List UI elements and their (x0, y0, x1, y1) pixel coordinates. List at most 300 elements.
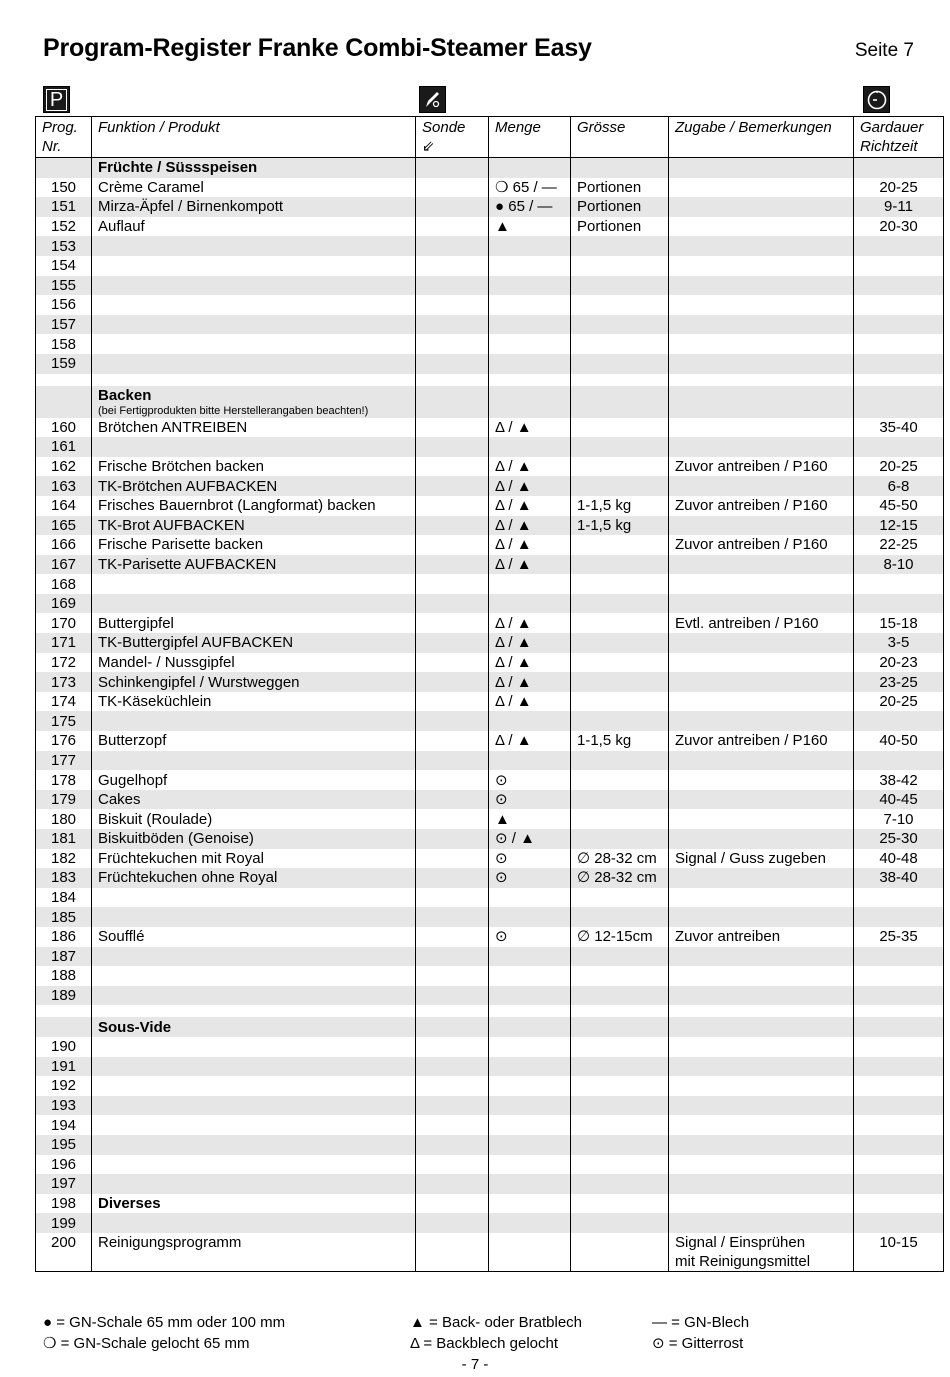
zugabe-cell (669, 1115, 854, 1135)
produkt-cell (92, 374, 416, 386)
groesse-cell: Portionen (571, 197, 669, 217)
prog-nr-cell: 163 (36, 476, 92, 496)
product-name: Früchtekuchen mit Royal (98, 849, 264, 867)
table-row (36, 315, 944, 335)
table-row (36, 1005, 944, 1017)
zeit-cell (854, 276, 944, 296)
zugabe-cell (669, 315, 854, 335)
product-name: Cakes (98, 791, 141, 809)
sonde-cell (416, 178, 489, 198)
zugabe-cell: Zuvor antreiben / P160 (669, 457, 854, 477)
produkt-cell (92, 1096, 416, 1116)
table-row (36, 613, 944, 633)
zugabe-cell (669, 386, 854, 418)
groesse-cell (571, 374, 669, 386)
menge-cell (489, 966, 571, 986)
prog-nr-cell: 153 (36, 236, 92, 256)
prog-nr-cell: 173 (36, 672, 92, 692)
produkt-cell (92, 496, 416, 516)
groesse-cell (571, 888, 669, 908)
zugabe-cell (669, 1017, 854, 1037)
sonde-cell (416, 1135, 489, 1155)
groesse-cell: ∅ 28-32 cm (571, 849, 669, 869)
table-row (36, 256, 944, 276)
page-title: Program-Register Franke Combi-Steamer Easy (43, 34, 592, 62)
legend-item: ❍ = GN-Schale gelocht 65 mm (43, 1335, 250, 1352)
groesse-cell (571, 1115, 669, 1135)
groesse-cell (571, 276, 669, 296)
groesse-cell (571, 574, 669, 594)
zugabe-cell (669, 334, 854, 354)
produkt-cell (92, 653, 416, 673)
zeit-cell: 20-25 (854, 457, 944, 477)
groesse-cell (571, 1174, 669, 1194)
produkt-cell (92, 256, 416, 276)
groesse-cell (571, 535, 669, 555)
produkt-cell (92, 986, 416, 1006)
header-zugabe: Zugabe / Bemerkungen (669, 117, 854, 158)
table-row (36, 457, 944, 477)
zugabe-cell (669, 672, 854, 692)
zugabe-cell (669, 256, 854, 276)
prog-nr-cell (36, 386, 92, 418)
table-row (36, 829, 944, 849)
legend-item: ● = GN-Schale 65 mm oder 100 mm (43, 1314, 286, 1331)
zugabe-cell (669, 692, 854, 712)
zugabe-cell (669, 418, 854, 438)
produkt-cell (92, 178, 416, 198)
zugabe-cell (669, 178, 854, 198)
menge-cell (489, 1155, 571, 1175)
zugabe-line: Signal / Einsprühen (675, 1233, 806, 1251)
menge-cell (489, 334, 571, 354)
zugabe-cell (669, 751, 854, 771)
menge-cell: ▲ (489, 809, 571, 829)
zugabe-cell (669, 868, 854, 888)
prog-nr-cell: 161 (36, 437, 92, 457)
zugabe-cell (669, 653, 854, 673)
sonde-cell (416, 986, 489, 1006)
groesse-cell (571, 1194, 669, 1214)
zeit-cell: 25-35 (854, 927, 944, 947)
groesse-cell (571, 594, 669, 614)
sonde-cell (416, 1233, 489, 1272)
produkt-cell (92, 672, 416, 692)
zugabe-cell (669, 374, 854, 386)
zugabe-cell (669, 555, 854, 575)
sonde-cell (416, 256, 489, 276)
prog-nr-cell: 195 (36, 1135, 92, 1155)
prog-nr-cell: 172 (36, 653, 92, 673)
menge-cell (489, 888, 571, 908)
sonde-cell (416, 653, 489, 673)
zugabe-cell (669, 1213, 854, 1233)
produkt-cell (92, 418, 416, 438)
zugabe-cell (669, 217, 854, 237)
product-name: Mandel- / Nussgipfel (98, 653, 235, 671)
table-row (36, 158, 944, 178)
table-row (36, 1096, 944, 1116)
prog-nr-cell: 192 (36, 1076, 92, 1096)
sonde-cell (416, 476, 489, 496)
sonde-cell (416, 613, 489, 633)
sonde-cell (416, 516, 489, 536)
zugabe-cell (669, 158, 854, 178)
produkt-cell (92, 516, 416, 536)
zugabe-cell (669, 594, 854, 614)
menge-cell: Δ / ▲ (489, 555, 571, 575)
groesse-cell (571, 236, 669, 256)
prog-nr-cell: 187 (36, 947, 92, 967)
groesse-cell: 1-1,5 kg (571, 731, 669, 751)
prog-nr-cell: 158 (36, 334, 92, 354)
table-row (36, 731, 944, 751)
prog-nr-cell: 191 (36, 1057, 92, 1077)
table-row (36, 1213, 944, 1233)
produkt-cell (92, 947, 416, 967)
prog-nr-cell: 155 (36, 276, 92, 296)
groesse-cell (571, 770, 669, 790)
table-row (36, 236, 944, 256)
groesse-cell (571, 1213, 669, 1233)
zeit-cell (854, 751, 944, 771)
legend-column-3 (652, 1312, 749, 1354)
menge-cell (489, 594, 571, 614)
menge-cell (489, 1076, 571, 1096)
table-row (36, 653, 944, 673)
prog-nr-cell: 197 (36, 1174, 92, 1194)
prog-nr-cell: 159 (36, 354, 92, 374)
header-sonde: Sonde ⇙ (416, 117, 489, 158)
produkt-cell (92, 158, 416, 178)
table-row (36, 295, 944, 315)
zeit-cell: 20-25 (854, 692, 944, 712)
table-row (36, 888, 944, 908)
groesse-cell (571, 476, 669, 496)
produkt-cell (92, 888, 416, 908)
sonde-cell (416, 947, 489, 967)
produkt-cell (92, 574, 416, 594)
produkt-cell (92, 1017, 416, 1037)
produkt-cell (92, 315, 416, 335)
prog-nr-cell (36, 158, 92, 178)
prog-nr-cell (36, 374, 92, 386)
zeit-cell: 9-11 (854, 197, 944, 217)
groesse-cell (571, 555, 669, 575)
zeit-cell (854, 1017, 944, 1037)
table-row (36, 197, 944, 217)
zugabe-cell (669, 986, 854, 1006)
zeit-cell (854, 236, 944, 256)
prog-nr-cell: 194 (36, 1115, 92, 1135)
table-row (36, 947, 944, 967)
menge-cell (489, 1096, 571, 1116)
section-heading: Früchte / Süssspeisen (98, 159, 258, 177)
prog-nr-cell: 185 (36, 907, 92, 927)
zeit-cell (854, 354, 944, 374)
product-name: Frische Parisette backen (98, 536, 264, 554)
produkt-cell (92, 1057, 416, 1077)
zugabe-cell (669, 809, 854, 829)
menge-cell: Δ / ▲ (489, 476, 571, 496)
produkt-cell (92, 1174, 416, 1194)
menge-cell: Δ / ▲ (489, 692, 571, 712)
prog-nr-cell (36, 1005, 92, 1017)
produkt-cell (92, 1076, 416, 1096)
groesse-cell (571, 790, 669, 810)
zugabe-cell (669, 633, 854, 653)
menge-cell (489, 276, 571, 296)
sonde-cell (416, 496, 489, 516)
zeit-cell (854, 374, 944, 386)
zeit-cell: 40-48 (854, 849, 944, 869)
zeit-cell (854, 1005, 944, 1017)
prog-nr-cell: 165 (36, 516, 92, 536)
zeit-cell (854, 1155, 944, 1175)
groesse-cell (571, 437, 669, 457)
menge-cell (489, 1057, 571, 1077)
table-row (36, 594, 944, 614)
produkt-cell (92, 1213, 416, 1233)
sonde-cell (416, 633, 489, 653)
produkt-cell (92, 849, 416, 869)
zeit-cell: 40-45 (854, 790, 944, 810)
zeit-cell (854, 158, 944, 178)
sonde-cell (416, 354, 489, 374)
zeit-cell: 3-5 (854, 633, 944, 653)
produkt-cell (92, 613, 416, 633)
produkt-cell (92, 236, 416, 256)
zugabe-cell: Zuvor antreiben / P160 (669, 535, 854, 555)
sonde-cell (416, 888, 489, 908)
zugabe-cell (669, 516, 854, 536)
prog-nr-cell: 164 (36, 496, 92, 516)
produkt-cell (92, 966, 416, 986)
product-name: Biskuitböden (Genoise) (98, 830, 254, 848)
produkt-cell (92, 594, 416, 614)
zeit-cell (854, 1037, 944, 1057)
product-name: Reinigungsprogramm (98, 1233, 242, 1251)
legend-item: ▲ = Back- oder Bratblech (410, 1314, 583, 1331)
zugabe-cell (669, 574, 854, 594)
zugabe-line: mit Reinigungsmittel (675, 1252, 811, 1270)
menge-cell: ⊙ (489, 927, 571, 947)
zeit-cell (854, 1194, 944, 1214)
menge-cell (489, 1194, 571, 1214)
produkt-cell (92, 217, 416, 237)
menge-cell (489, 1213, 571, 1233)
groesse-cell (571, 315, 669, 335)
menge-cell (489, 711, 571, 731)
legend-column-2 (410, 1312, 582, 1354)
produkt-cell (92, 476, 416, 496)
prog-nr-cell: 178 (36, 770, 92, 790)
produkt-cell (92, 535, 416, 555)
sonde-cell (416, 829, 489, 849)
sonde-cell (416, 197, 489, 217)
sonde-cell (416, 555, 489, 575)
sonde-cell (416, 276, 489, 296)
product-name: TK-Brötchen AUFBACKEN (98, 477, 278, 495)
produkt-cell (92, 1037, 416, 1057)
zeit-cell (854, 1115, 944, 1135)
sonde-cell (416, 711, 489, 731)
zeit-cell: 20-30 (854, 217, 944, 237)
product-name: Gugelhopf (98, 771, 168, 789)
groesse-cell (571, 334, 669, 354)
zeit-cell: 22-25 (854, 535, 944, 555)
product-name: Früchtekuchen ohne Royal (98, 869, 278, 887)
zugabe-cell (669, 790, 854, 810)
groesse-cell: Portionen (571, 217, 669, 237)
produkt-cell (92, 437, 416, 457)
zeit-cell (854, 1096, 944, 1116)
menge-cell: ⊙ (489, 849, 571, 869)
produkt-cell (92, 907, 416, 927)
produkt-cell (92, 197, 416, 217)
table-row (36, 907, 944, 927)
sonde-cell (416, 535, 489, 555)
menge-cell: ⊙ / ▲ (489, 829, 571, 849)
groesse-cell (571, 966, 669, 986)
table-row (36, 849, 944, 869)
menge-cell (489, 158, 571, 178)
zeit-cell: 38-42 (854, 770, 944, 790)
prog-nr-cell: 193 (36, 1096, 92, 1116)
product-name: Frische Brötchen backen (98, 458, 264, 476)
groesse-cell (571, 1135, 669, 1155)
table-row (36, 1037, 944, 1057)
table-row (36, 418, 944, 438)
groesse-cell (571, 1037, 669, 1057)
table-row (36, 1233, 944, 1272)
prog-nr-cell: 196 (36, 1155, 92, 1175)
legend-item: — = GN-Blech (652, 1314, 750, 1331)
groesse-cell (571, 1076, 669, 1096)
groesse-cell (571, 1233, 669, 1272)
header-funktion: Funktion / Produkt (92, 117, 416, 158)
groesse-cell (571, 986, 669, 1006)
zeit-cell: 10-15 (854, 1233, 944, 1272)
product-name: Auflauf (98, 218, 145, 236)
zugabe-cell (669, 476, 854, 496)
header-prog: Prog. Nr. (36, 117, 92, 158)
zugabe-cell: Evtl. antreiben / P160 (669, 613, 854, 633)
sonde-cell (416, 217, 489, 237)
product-name: TK-Parisette AUFBACKEN (98, 555, 277, 573)
produkt-cell (92, 751, 416, 771)
section-note: (bei Fertigprodukten bitte Herstellerangaben beachten!) (98, 404, 369, 417)
section-heading: Diverses (98, 1194, 161, 1212)
zeit-cell: 40-50 (854, 731, 944, 751)
zugabe-cell (669, 1005, 854, 1017)
sonde-cell (416, 672, 489, 692)
zeit-cell: 15-18 (854, 613, 944, 633)
table-row (36, 535, 944, 555)
table-row (36, 334, 944, 354)
zeit-cell (854, 1076, 944, 1096)
sonde-cell (416, 1005, 489, 1017)
zugabe-cell (669, 437, 854, 457)
prog-nr-cell: 199 (36, 1213, 92, 1233)
produkt-cell (92, 809, 416, 829)
produkt-cell (92, 1005, 416, 1017)
groesse-cell (571, 1096, 669, 1116)
groesse-cell (571, 1005, 669, 1017)
zeit-cell (854, 574, 944, 594)
prog-nr-cell: 170 (36, 613, 92, 633)
table-row (36, 711, 944, 731)
groesse-cell (571, 457, 669, 477)
table-row (36, 868, 944, 888)
produkt-cell (92, 334, 416, 354)
prog-nr-cell: 176 (36, 731, 92, 751)
sonde-cell (416, 907, 489, 927)
groesse-cell (571, 1057, 669, 1077)
groesse-cell (571, 613, 669, 633)
produkt-cell (92, 790, 416, 810)
program-table (35, 116, 944, 1272)
prog-nr-cell: 174 (36, 692, 92, 712)
sonde-cell (416, 1174, 489, 1194)
produkt-cell (92, 633, 416, 653)
table-row (36, 476, 944, 496)
prog-nr-cell: 167 (36, 555, 92, 575)
zugabe-cell (669, 1037, 854, 1057)
menge-cell (489, 1017, 571, 1037)
produkt-cell (92, 1194, 416, 1214)
product-name: Crème Caramel (98, 178, 204, 196)
groesse-cell (571, 947, 669, 967)
menge-cell: ⊙ (489, 790, 571, 810)
zeit-cell (854, 1174, 944, 1194)
sonde-cell (416, 594, 489, 614)
table-row (36, 374, 944, 386)
produkt-cell (92, 711, 416, 731)
legend-item: ⊙ = Gitterrost (652, 1335, 744, 1352)
zeit-cell: 12-15 (854, 516, 944, 536)
groesse-cell (571, 829, 669, 849)
prog-nr-cell: 188 (36, 966, 92, 986)
zugabe-cell (669, 354, 854, 374)
zeit-cell (854, 386, 944, 418)
sonde-cell (416, 1115, 489, 1135)
product-name: TK-Brot AUFBACKEN (98, 516, 245, 534)
sonde-cell (416, 731, 489, 751)
table-row (36, 178, 944, 198)
clock-icon (863, 86, 890, 113)
zugabe-cell (669, 966, 854, 986)
prog-nr-cell: 166 (36, 535, 92, 555)
prog-nr-cell: 152 (36, 217, 92, 237)
product-name: Brötchen ANTREIBEN (98, 418, 248, 436)
table-row (36, 1115, 944, 1135)
sonde-cell (416, 770, 489, 790)
product-name: TK-Käseküchlein (98, 693, 212, 711)
table-row (36, 1174, 944, 1194)
menge-cell (489, 1115, 571, 1135)
produkt-cell (92, 457, 416, 477)
menge-cell (489, 354, 571, 374)
groesse-cell (571, 751, 669, 771)
sonde-cell (416, 1194, 489, 1214)
zeit-cell (854, 256, 944, 276)
prog-nr-cell: 186 (36, 927, 92, 947)
program-icon: P (43, 86, 70, 113)
table-row (36, 354, 944, 374)
zeit-cell (854, 907, 944, 927)
zeit-cell (854, 315, 944, 335)
